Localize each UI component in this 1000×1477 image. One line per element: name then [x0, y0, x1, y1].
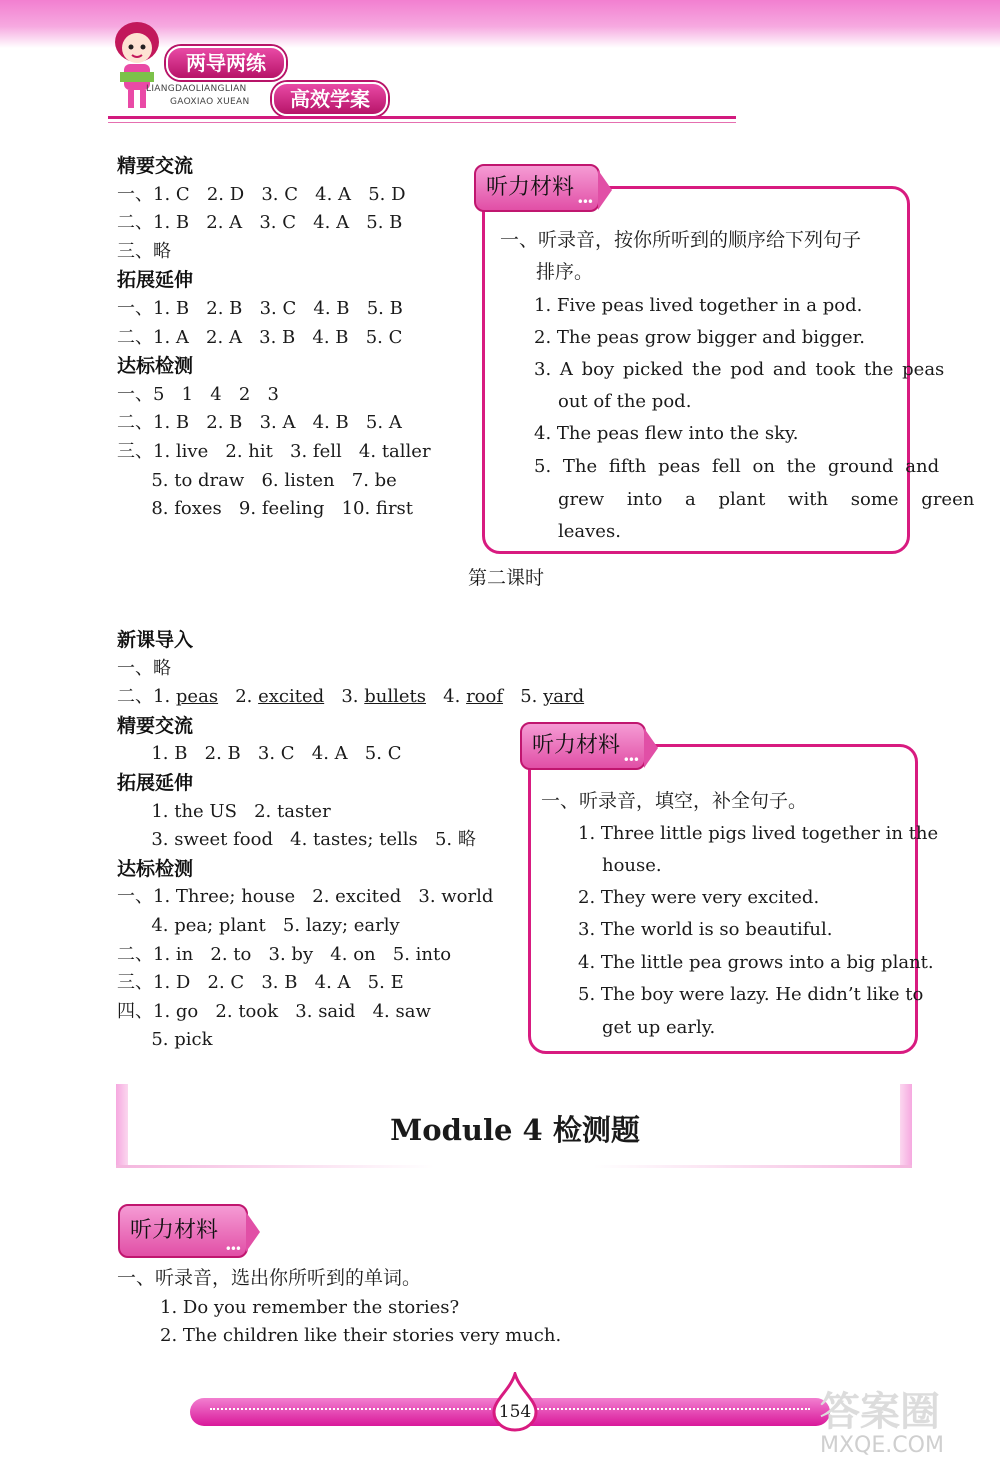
vocab-word: bullets — [364, 686, 427, 708]
listening-tag-label: 听力材料 — [532, 733, 621, 758]
vocab-word: yard — [543, 686, 585, 708]
listening-tag-label: 听力材料 — [130, 1218, 219, 1243]
box1-item: grew into a plant with some green — [558, 489, 975, 510]
answer-line: 4. pea; plant 5. lazy; early — [117, 914, 400, 936]
box2-instruction: 一、听录音，填空，补全句子。 — [541, 790, 808, 812]
answer-number: 2. — [218, 686, 259, 708]
answer-line: 三、略 — [117, 240, 171, 262]
girl-mascot-icon — [106, 20, 168, 112]
answer-line: 8. foxes 9. feeling 10. first — [117, 498, 414, 520]
box1-instruction: 一、听录音，按你所听到的顺序给下列句子 — [500, 229, 862, 251]
answer-line: 一、1. Three; house 2. excited 3. world — [117, 886, 494, 908]
answer-line: 1. B 2. B 3. C 4. A 5. C — [117, 743, 402, 765]
answer-line: 1. the US 2. taster — [117, 800, 331, 822]
listening-tag-3: 听力材料 ••• — [118, 1204, 248, 1258]
answer-line: 二、1. in 2. to 3. by 4. on 5. into — [117, 943, 452, 965]
answer-line: 三、1. D 2. C 3. B 4. A 5. E — [117, 972, 404, 994]
box1-item: 3. A boy picked the pod and took the peas — [534, 359, 945, 380]
module-title: Module 4 检测题 — [390, 1113, 640, 1147]
section-heading: 拓展延伸 — [117, 771, 194, 794]
section-heading: 拓展延伸 — [117, 269, 194, 292]
answer-number: 3. — [324, 686, 365, 708]
box2-item: house. — [602, 855, 662, 876]
answer-line: 二、1. B 2. A 3. C 4. A 5. B — [117, 212, 403, 234]
listening-tag-1: 听力材料 ••• — [474, 164, 600, 212]
box2-item: 5. The boy were lazy. He didn’t like to — [578, 984, 924, 1005]
vocab-word: peas — [175, 686, 219, 708]
box1-instruction-cont: 排序。 — [536, 261, 594, 283]
answer-number: 4. — [426, 686, 467, 708]
vocab-word: roof — [466, 686, 504, 708]
section-heading: 达标检测 — [117, 355, 194, 378]
listening-tag-2: 听力材料 ••• — [520, 722, 646, 770]
box1-item: 1. Five peas lived together in a pod. — [534, 295, 863, 316]
box3-item: 1. Do you remember the stories? — [160, 1297, 460, 1318]
section-heading: 新课导入 — [117, 629, 194, 651]
box2-item: get up early. — [602, 1017, 716, 1038]
box1-item: 2. The peas grow bigger and bigger. — [534, 327, 866, 348]
listening-tag-label: 听力材料 — [486, 175, 575, 200]
subtitle-pinyin: GAOXIAO XUEAN — [170, 97, 250, 107]
box1-item: out of the pod. — [558, 391, 692, 412]
vocab-word: excited — [258, 686, 325, 708]
answer-line-underlined — [117, 683, 585, 712]
section-heading: 达标检测 — [117, 857, 194, 880]
box2-item: 2. They were very excited. — [578, 887, 820, 908]
answer-number: 二、1. — [117, 686, 176, 708]
answer-line: 一、5 1 4 2 3 — [117, 383, 279, 405]
box1-item: 5. The fifth peas fell on the ground and — [534, 456, 940, 477]
box2-item: 3. The world is so beautiful. — [578, 919, 833, 940]
header-divider-thin — [108, 122, 736, 123]
answer-line: 3. sweet food 4. tastes; tells 5. 略 — [117, 829, 476, 851]
answer-line: 一、略 — [117, 657, 171, 679]
box1-item: 4. The peas flew into the sky. — [534, 423, 799, 444]
answer-line: 一、1. B 2. B 3. C 4. B 5. B — [117, 297, 403, 319]
answer-line: 二、1. B 2. B 3. A 4. B 5. A — [117, 412, 402, 434]
box3-instruction: 一、听录音，选出你所听到的单词。 — [117, 1267, 422, 1289]
box2-item: 4. The little pea grows into a big plant. — [578, 952, 934, 973]
page-number: 154 — [498, 1402, 532, 1422]
watermark: 答案圈 MXQE.COM — [820, 1389, 944, 1458]
series-pinyin: LIANGDAOLIANGLIAN — [146, 84, 247, 94]
answer-number: 5. — [503, 686, 544, 708]
header-divider — [108, 116, 736, 119]
book-series-title: 两导两练 — [166, 46, 286, 80]
section-heading: 精要交流 — [117, 714, 194, 737]
answers-lesson1 — [117, 152, 467, 524]
answer-line: 一、1. C 2. D 3. C 4. A 5. D — [117, 183, 406, 205]
answer-line: 5. to draw 6. listen 7. be — [117, 469, 397, 491]
box1-item: leaves. — [558, 521, 621, 542]
book-subtitle: 高效学案 — [272, 82, 388, 116]
lesson-2-title: 第二课时 — [468, 567, 545, 589]
box3-item: 2. The children like their stories very much. — [160, 1325, 562, 1346]
answer-line: 5. pick — [117, 1029, 213, 1051]
box2-item: 1. Three little pigs lived together in the — [578, 823, 939, 844]
answer-line: 二、1. A 2. A 3. B 4. B 5. C — [117, 326, 403, 348]
answer-line: 三、1. live 2. hit 3. fell 4. taller — [117, 440, 431, 462]
section-heading: 精要交流 — [117, 155, 194, 177]
answer-line: 四、1. go 2. took 3. said 4. saw — [117, 1000, 431, 1022]
